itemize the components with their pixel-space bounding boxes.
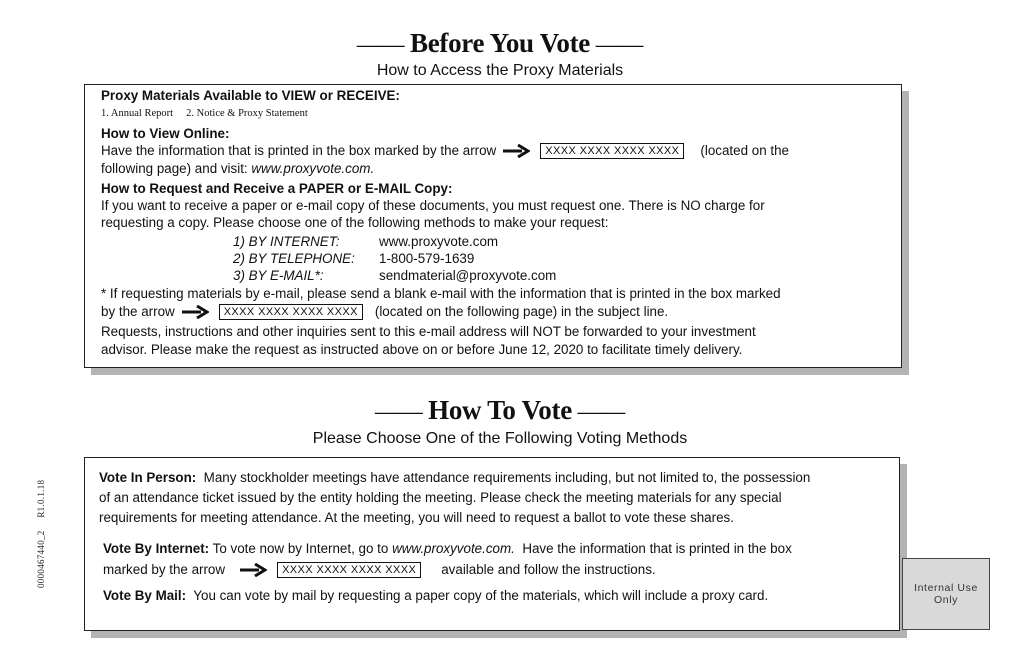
request-text-1: If you want to receive a paper or e-mail copy of these documents, you must request one. There is NO charge for (101, 198, 765, 213)
method-internet (233, 233, 498, 250)
email-note-arrow-text: by the arrow (101, 304, 175, 319)
vote-by-internet-label: Vote By Internet: (103, 541, 210, 556)
view-online-line-2 (101, 160, 374, 178)
arrow-right-icon (239, 563, 267, 583)
internal-use-line-2: Only (934, 594, 958, 606)
vote-internet-instructions: available and follow the instructions. (441, 562, 656, 577)
proxy-materials-box (84, 84, 902, 368)
vote-in-person-3: requirements for meeting attendance. At the meeting, you will need to request a ballot to vote these shares. (99, 510, 734, 525)
vote-in-person (99, 468, 810, 488)
vote-in-person-2: of an attendance ticket issued by the entity holding the meeting. Please check the meeting materials for any special (99, 490, 782, 505)
method-value[interactable]: sendmaterial@proxyvote.com (379, 268, 557, 283)
footer-2: advisor. Please make the request as instructed above on or before June 12, 2020 to facilitate timely delivery. (101, 342, 743, 357)
before-title: Before You Vote (410, 28, 590, 58)
vote-in-person-text: Many stockholder meetings have attendance requirements including, but not limited to, the possession (203, 470, 811, 485)
vote-by-mail-label: Vote By Mail: (103, 588, 187, 603)
how-subtitle: Please Choose One of the Following Voting Methods (312, 430, 688, 447)
method-value: 1-800-579-1639 (379, 251, 475, 266)
how-title: How To Vote (428, 395, 572, 425)
vote-by-internet (103, 539, 792, 559)
vote-internet-arrow-text: marked by the arrow (103, 562, 226, 577)
vote-internet-text-2: Have the information that is printed in the box (522, 541, 792, 556)
view-text: Have the information that is printed in the box marked by the arrow (101, 143, 497, 158)
materials-heading: Proxy Materials Available to VIEW or RECEIVE: (101, 88, 400, 103)
vote-proxyvote-link[interactable]: www.proxyvote.com. (392, 541, 515, 556)
view-online-heading: How to View Online: (101, 126, 230, 141)
internal-use-only-box (902, 558, 990, 630)
method-label: 2) BY TELEPHONE: (233, 251, 355, 266)
vote-by-mail-text: You can vote by mail by requesting a paper copy of the materials, which will include a proxy card. (193, 588, 769, 603)
vote-internet-text: To vote now by Internet, go to (212, 541, 389, 556)
request-heading: How to Request and Receive a PAPER or E-MAIL Copy: (101, 181, 453, 196)
vote-by-mail (103, 586, 768, 606)
method-label: 1) BY INTERNET: (233, 234, 340, 249)
materials-list: 1. Annual Report 2. Notice & Proxy Statement (101, 108, 308, 119)
method-value[interactable]: www.proxyvote.com (379, 234, 499, 249)
control-number-box: XXXX XXXX XXXX XXXX (277, 562, 421, 578)
method-email (233, 267, 556, 284)
voting-methods-box (84, 457, 900, 631)
view-text-visit: following page) and visit: (101, 161, 248, 176)
footer-1: Requests, instructions and other inquiries sent to this e-mail address will NOT be forwarded to your investment (101, 324, 756, 339)
view-text-located: (located on the (700, 143, 789, 158)
email-note-1: * If requesting materials by e-mail, please send a blank e-mail with the information that is printed in the box marked (101, 286, 781, 301)
request-text-2: requesting a copy. Please choose one of the following methods to make your request: (101, 215, 609, 230)
vote-in-person-label: Vote In Person: (99, 470, 197, 485)
before-subtitle: How to Access the Proxy Materials (376, 62, 624, 79)
email-note-located: (located on the following page) in the subject line. (374, 304, 669, 319)
vote-by-internet-2 (103, 560, 656, 583)
proxyvote-link[interactable]: www.proxyvote.com. (251, 161, 375, 176)
control-number-box: XXXX XXXX XXXX XXXX (219, 304, 363, 320)
email-note-2 (101, 303, 668, 324)
control-number-box: XXXX XXXX XXXX XXXX (540, 143, 684, 159)
arrow-right-icon (502, 144, 530, 163)
document-side-code: 0000467440_2 R1.0.1.18 (36, 479, 46, 588)
internal-use-line-1: Internal Use (914, 582, 978, 594)
before-you-vote-heading: —— Before You Vote —— (356, 28, 644, 58)
method-telephone (233, 250, 474, 267)
how-to-vote-heading: —— How To Vote —— (375, 395, 625, 425)
arrow-right-icon (181, 305, 209, 324)
method-label: 3) BY E-MAIL*: (233, 268, 324, 283)
